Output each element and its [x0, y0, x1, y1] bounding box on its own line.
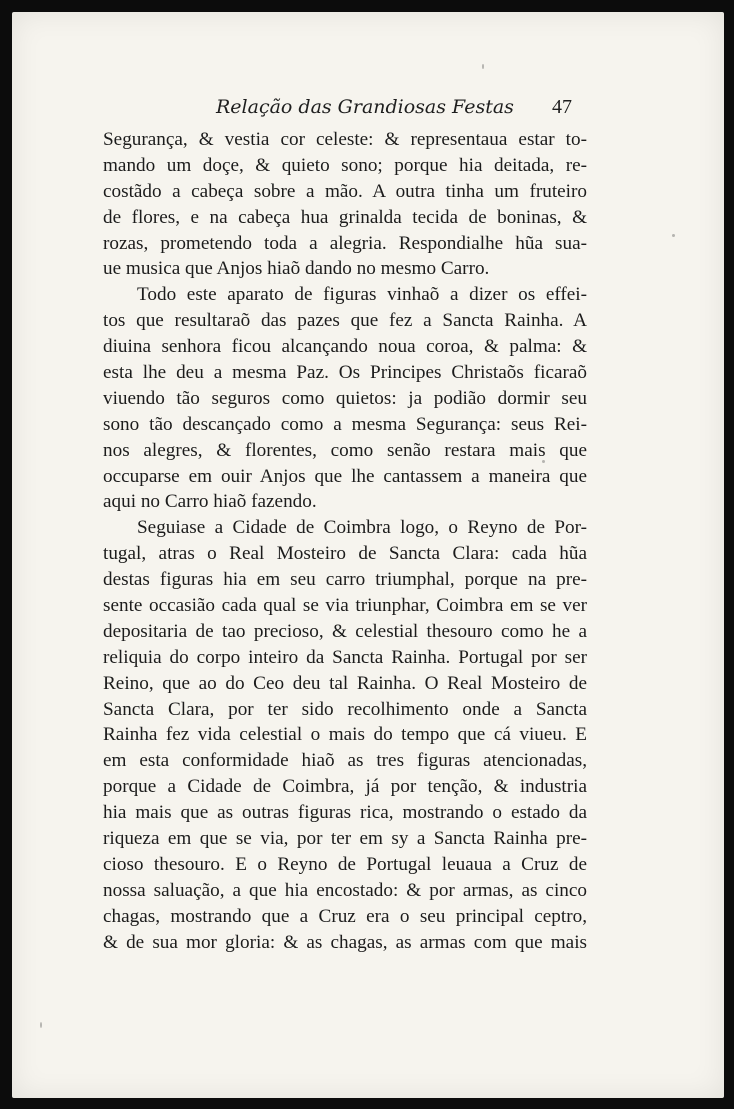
- running-title: Relação das Grandiosas Festas: [216, 96, 514, 118]
- text-line: aqui no Carro hiaõ fazendo.: [103, 491, 317, 513]
- text-line: riqueza em que se via, por ter em sy a Sancta Rainha pre-: [103, 828, 587, 850]
- text-line: nos alegres, & florentes, como senão restara mais que: [103, 439, 587, 461]
- text-line: hia mais que as outras figuras rica, mostrando o estado da: [103, 802, 587, 824]
- book-page: [12, 12, 724, 1098]
- text-line: ue musica que Anjos hiaõ dando no mesmo Carro.: [103, 258, 490, 280]
- text-line: & de sua mor gloria: & as chagas, as armas com que mais: [103, 931, 587, 953]
- text-line: tos que resultaraõ das pazes que fez a Sancta Rainha. A: [103, 310, 587, 332]
- body-text: [103, 127, 587, 956]
- scan-speck: [542, 460, 545, 463]
- scan-speck: [482, 64, 484, 69]
- text-line: reliquia do corpo inteiro da Sancta Rainha. Portugal por ser: [103, 646, 587, 668]
- text-line: depositaria de tao precioso, & celestial thesouro como he a: [103, 620, 587, 642]
- text-line: em esta conformidade hiaõ as tres figuras atencionadas,: [103, 750, 587, 772]
- text-line: tugal, atras o Real Mosteiro de Sancta Clara: cada hũa: [103, 543, 587, 565]
- text-line: cioso thesouro. E o Reyno de Portugal leuaua a Cruz de: [103, 853, 587, 875]
- text-line: Reino, que ao do Ceo deu tal Rainha. O Real Mosteiro de: [103, 672, 587, 694]
- text-line: nossa saluação, a que hia encostado: & por armas, as cinco: [103, 879, 587, 901]
- text-line: chagas, mostrando que a Cruz era o seu principal ceptro,: [103, 905, 587, 927]
- text-line: Rainha fez vida celestial o mais do tempo que cá viueu. E: [103, 724, 587, 746]
- text-line: costãdo a cabeça sobre a mão. A outra tinha um fruteiro: [103, 180, 587, 202]
- text-line: Todo este aparato de figuras vinhaõ a dizer os effei-: [137, 284, 587, 306]
- text-line: mando um doçe, & quieto sono; porque hia deitada, re-: [103, 154, 587, 176]
- text-line: diuina senhora ficou alcançando noua coroa, & palma: &: [103, 336, 587, 358]
- text-line: Seguiase a Cidade de Coimbra logo, o Reyno de Por-: [137, 517, 587, 539]
- text-line: Segurança, & vestia cor celeste: & representaua estar to-: [103, 129, 587, 150]
- running-header: [12, 88, 724, 122]
- text-line: occuparse em ouir Anjos que lhe cantassem a maneira que: [103, 465, 587, 487]
- text-line: sono tão descançado como a mesma Segurança: seus Rei-: [103, 413, 587, 435]
- text-line: viuendo tão seguros como quietos: ja podião dormir seu: [103, 387, 587, 409]
- text-line: rozas, prometendo toda a alegria. Respondialhe hũa sua-: [103, 232, 587, 254]
- text-line: porque a Cidade de Coimbra, já por tenção, & industria: [103, 776, 587, 798]
- text-line: esta lhe deu a mesma Paz. Os Principes Christaõs ficaraõ: [103, 362, 587, 384]
- text-line: sente occasião cada qual se via triunphar, Coimbra em se ver: [103, 595, 587, 617]
- scan-speck: [672, 234, 675, 237]
- text-line: Sancta Clara, por ter sido recolhimento onde a Sancta: [103, 698, 587, 720]
- page-number: 47: [552, 96, 572, 118]
- scan-speck: [40, 1022, 42, 1028]
- text-line: destas figuras hia em seu carro triumphal, porque na pre-: [103, 569, 587, 591]
- text-line: de flores, e na cabeça hua grinalda tecida de boninas, &: [103, 206, 587, 228]
